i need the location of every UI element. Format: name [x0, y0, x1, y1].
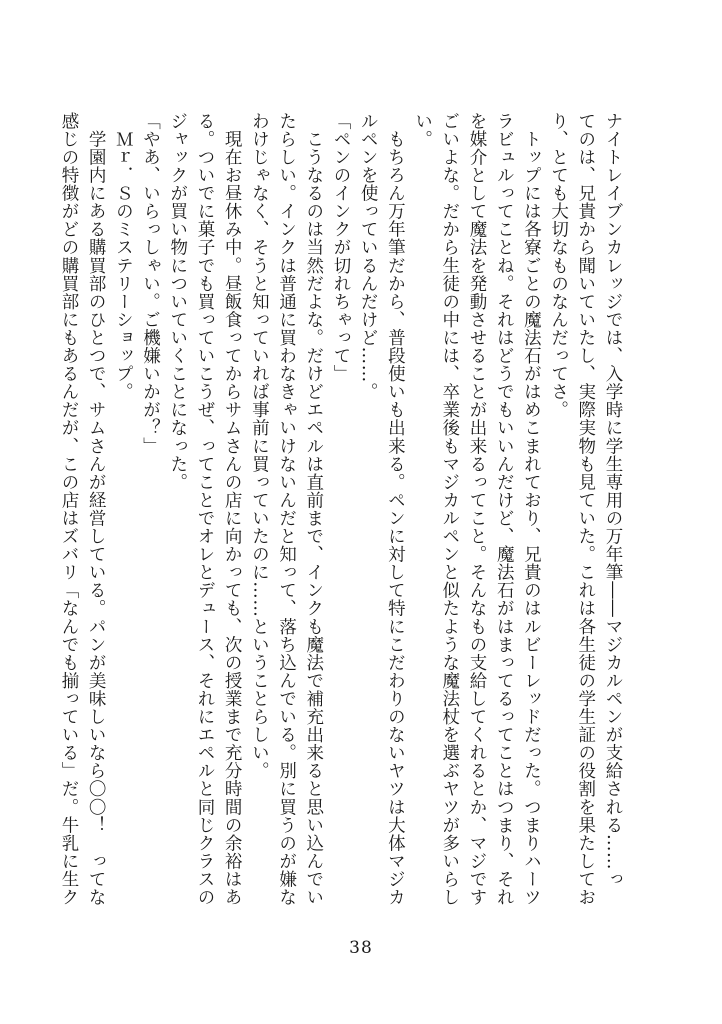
text-line: 「ペンのインクが切れちゃって」 — [330, 112, 351, 383]
text-line: 感じの特徴がどの購買部にもあるんだが、この店はズバリ「なんでも揃っている」だ。牛乳に生ク — [58, 112, 79, 907]
text-line: 現在お昼休み中。昼飯食ってからサムさんの店に向かっても、次の授業まで充分時間の余裕はあ — [222, 112, 243, 907]
text-line: ナイトレイブンカレッジでは、入学時に学生専用の万年筆――マジカルペンが支給される……っ — [603, 112, 623, 889]
text-line: Ｍｒ．Ｓのミステリーショップ。 — [113, 112, 134, 401]
text-line: ジャックが買い物についていくことになった。 — [167, 112, 188, 492]
text-line: り、とても大切なものなんだってさ。 — [548, 112, 569, 419]
text-line: てのは、兄貴から聞いていたし、実際実物も見ていた。これは各生徒の学生証の役割を果たしてお — [575, 112, 596, 907]
vertical-body-text — [55, 112, 626, 918]
text-line: 「やあ、いらっしゃい。ご機嫌いかが？」 — [140, 112, 161, 455]
page-number: 38 — [349, 938, 373, 958]
text-line: トップには各寮ごとの魔法石がはめこまれており、兄貴のはルビーレッドだった。つまりハーツ — [521, 112, 542, 907]
text-line: る。ついでに菓子でも買っていこうぜ、ってことでオレとデュース、それにエペルと同じクラスの — [194, 112, 215, 907]
text-line: を媒介として魔法を発動させることが出来るってこと。そんなもの支給してくれるとか、マジです — [466, 112, 487, 907]
text-line: たらしい。インクは普通に買わなきゃいけないんだと知って、落ち込んでいる。別に買うのが嫌な — [276, 112, 297, 907]
text-line: 学園内にある購買部のひとつで、サムさんが経営している。パンが美味しいなら〇〇！ ってな — [86, 112, 107, 907]
text-line: ルペンを使っているんだけど……。 — [358, 112, 379, 401]
text-line: こうなるのは当然だよな。だけどエペルは直前まで、インクも魔法で補充出来ると思い込んでい — [303, 112, 324, 907]
text-line: い。 — [412, 112, 433, 149]
text-line: わけじゃなく、そうと知っていれば事前に買っていたのに……ということらしい。 — [249, 112, 270, 780]
text-line: もちろん万年筆だから、普段使いも出来る。ペンに対して特にこだわりのないヤツは大体マジカ — [385, 112, 406, 907]
text-line: ラビュルってことね。それはどうでもいいんだけど、魔法石がはまってるってことはつまり、それ — [494, 112, 515, 907]
text-line: ごいよな。だから生徒の中には、卒業後もマジカルペンと似たような魔法杖を選ぶヤツが多いらし — [439, 112, 460, 907]
